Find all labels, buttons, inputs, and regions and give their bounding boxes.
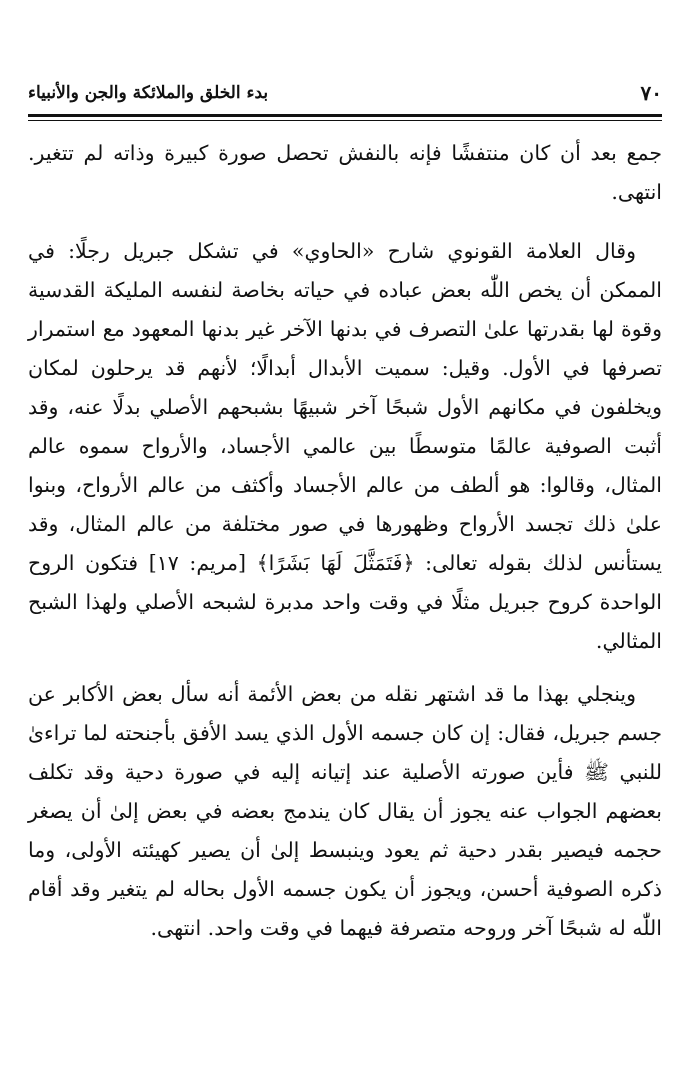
page-body [28,134,662,948]
page-header [28,78,662,108]
page-number: ٧٠ [640,81,662,105]
header-rule-thick [28,114,662,117]
paragraph-qunawi-quote: وقال العلامة القونوي شارح «الحاوي» في تشكل جبريل رجلًا: في الممكن أن يخص اللّٰه بعض عباده في حياته بخاصة لنفسه المليكة القدسية وقوة لها بقدرتها علىٰ التصرف في بدنها الآخر غير بدنها المعهود مع استمرار تصرفها في الأول. وقيل: سميت الأبدال أبدالًا؛ لأنهم قد يرحلون لمكان ويخلفون في مكانهم الأول شبحًا آخر شبيهًا بشبحهم الأصلي بدلًا عنه، وقد أثبت الصوفية عالمًا متوسطًا بين عالمي الأجساد، والأرواح سموه عالم المثال، وقالوا: هو ألطف من عالم الأجساد وأكثف من عالم الأرواح، وبنوا علىٰ ذلك تجسد الأرواح وظهورها في صور مختلفة من عالم المثال، وقد يستأنس لذلك بقوله تعالى: ﴿فَتَمَثَّلَ لَهَا بَشَرًا﴾ [مريم: ١٧] فتكون الروح الواحدة كروح جبريل مثلًا في وقت واحد مدبرة لشبحه الأصلي ولهذا الشبح المثالي. [28,239,663,653]
paragraph-continuation: جمع بعد أن كان منتفشًا فإنه بالنفش تحصل صورة كبيرة وذاته لم تتغير. انتهى. [28,141,662,204]
paragraph-jibril-body: وينجلي بهذا ما قد اشتهر نقله من بعض الأئمة أنه سأل بعض الأكابر عن جسم جبريل، فقال: إن كان جسمه الأول الذي يسد الأفق بأجنحته لما تراءىٰ للنبي ﷺ فأين صورته الأصلية عند إتيانه إليه في صورة دحية وقد تكلف بعضهم الجواب عنه يجوز أن يقال كان يندمج بعضه في بعض إلىٰ أن يصغر حجمه فيصير بقدر دحية ثم يعود وينبسط إلىٰ أن يصير كهيئته الأولى، وما ذكره الصوفية أحسن، ويجوز أن يكون جسمه الأول بحاله لم يتغير وقد أقام اللّٰه له شبحًا آخر وروحه متصرفة فيهما في وقت واحد. انتهى. [28,682,662,940]
running-title: بدء الخلق والملائكة والجن والأنبياء [28,83,269,103]
header-rule-thin [28,120,662,121]
